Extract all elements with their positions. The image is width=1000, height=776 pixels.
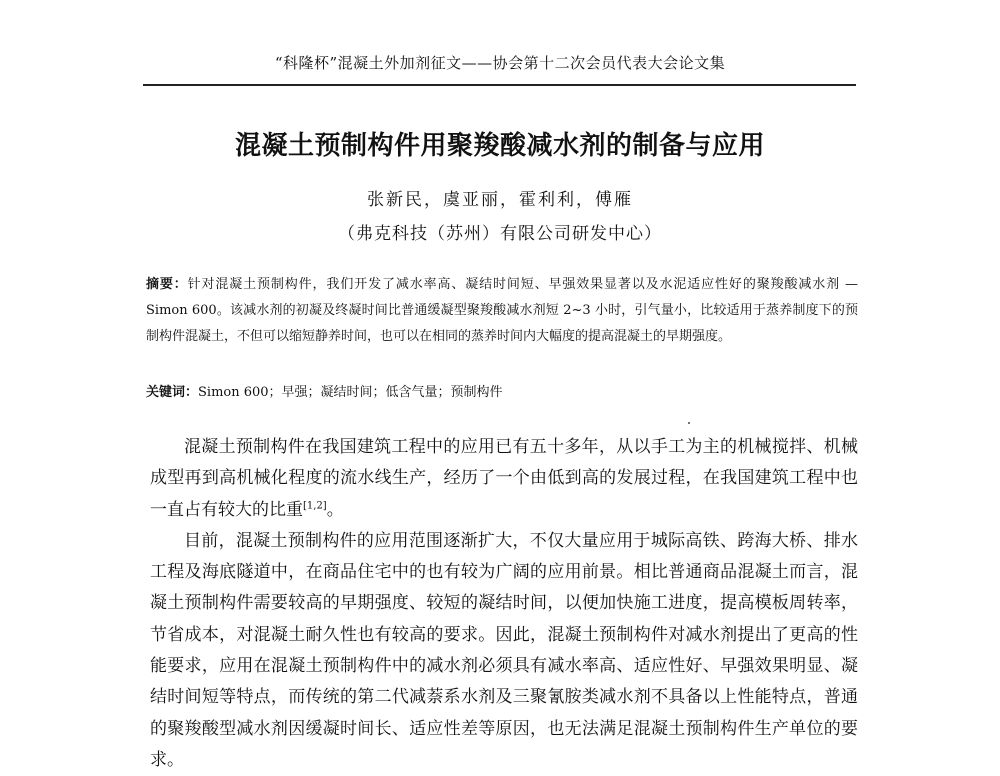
body-paragraph-2: 目前，混凝土预制构件的应用范围逐渐扩大，不仅大量应用于城际高铁、跨海大桥、排水工程及海底隧道中，在商品住宅中的也有较为广阔的应用前景。相比普通商品混凝土而言，混凝土预制构件需要较高的早期强度、较短的凝结时间，以便加快施工进度，提高模板周转率，节省成本，对混凝土耐久性也有较高的要求。因此，混凝土预制构件对减水剂提出了更高的性能要求，应用在混凝土预制构件中的减水剂必须具有减水率高、适应性好、早强效果明显、凝结时间短等特点，而传统的第二代减萘系水剂及三聚氰胺类减水剂不具备以上性能特点，普通的聚羧酸型减水剂因缓凝时间长、适应性差等原因，也无法满足混凝土预制构件生产单位的要求。 — [150, 530, 858, 770]
paragraph-1-text: 混凝土预制构件在我国建筑工程中的应用已有五十多年，从以手工为主的机械搅拌、机械成型再到高机械化程度的流水线生产，经历了一个由低到高的发展过程，在我国建筑工程中也一直占有较大的比重 — [150, 437, 858, 520]
citation-ref: [1,2] — [303, 499, 327, 511]
author-list: 张新民，虞亚丽，霍利利，傅雁 — [367, 190, 633, 210]
body-text — [150, 432, 858, 776]
author-affiliation: （弗克科技（苏州）有限公司研发中心） — [338, 224, 662, 244]
abstract-text: 针对混凝土预制构件，我们开发了减水率高、凝结时间短、早强效果显著以及水泥适应性好的聚羧酸减水剂 — Simon 600。该减水剂的初凝及终凝时间比普通缓凝型聚羧酸减水剂短 2~3 小时，引气量小，比较适用于蒸养制度下的预制构件混凝土，不但可以缩短静养时间，也可以在相同的蒸养时间内大幅度的提高混凝土的早期强度。 — [146, 277, 858, 344]
paper-title: 混凝土预制构件用聚羧酸减水剂的制备与应用 — [234, 131, 765, 161]
abstract-label: 摘要： — [146, 277, 188, 292]
keywords-text: Simon 600；早强；凝结时间；低含气量；预制构件 — [198, 385, 503, 400]
paragraph-1-end: 。 — [326, 499, 344, 520]
body-paragraph-1 — [150, 432, 858, 526]
scan-speck — [688, 422, 690, 424]
running-header: “科隆杯”混凝土外加剂征文——协会第十二次会员代表大会论文集 — [274, 54, 726, 72]
header-divider — [143, 84, 856, 86]
keywords-label: 关键词： — [146, 385, 199, 400]
keywords — [146, 380, 858, 406]
abstract — [146, 272, 858, 350]
